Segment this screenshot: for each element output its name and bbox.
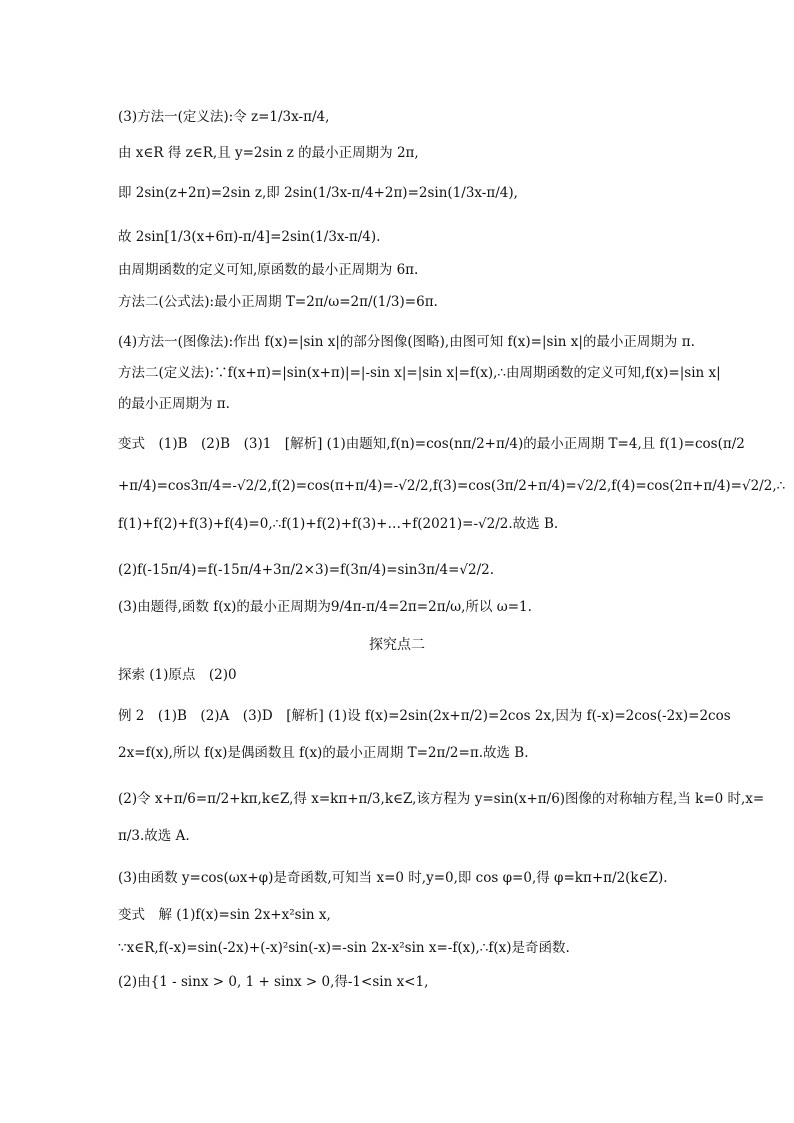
- text-line: 由周期函数的定义可知,原函数的最小正周期为 6π.: [118, 262, 419, 278]
- text-line: (2)由{1 - sinx > 0, 1 + sinx > 0,得-1<sin x<1,: [118, 974, 429, 990]
- text-line: π/3.故选 A.: [118, 828, 190, 844]
- text-line: (3)由函数 y=cos(ωx+φ)是奇函数,可知当 x=0 时,y=0,即 cos φ=0,得 φ=kπ+π/2(k∈Z).: [118, 870, 668, 886]
- text-line: 探索 (1)原点 (2)0: [118, 667, 237, 683]
- text-line: (4)方法一(图像法):作出 f(x)=|sin x|的部分图像(图略),由图可知 f(x)=|sin x|的最小正周期为 π.: [118, 334, 695, 350]
- text-line: 方法二(定义法):∵f(x+π)=|sin(x+π)|=|-sin x|=|sin x|=f(x),∴由周期函数的定义可知,f(x)=|sin x|: [118, 365, 721, 381]
- text-line: f(1)+f(2)+f(3)+f(4)=0,∴f(1)+f(2)+f(3)+…+f(2021)=-√2/2.故选 B.: [118, 516, 559, 532]
- text-line: 的最小正周期为 π.: [118, 396, 230, 412]
- text-line: (3)由题得,函数 f(x)的最小正周期为9/4π-π/4=2π=2π/ω,所以 ω=1.: [118, 599, 532, 615]
- text-line: 即 2sin(z+2π)=2sin z,即 2sin(1/3x-π/4+2π)=2sin(1/3x-π/4),: [118, 185, 518, 201]
- text-line: 故 2sin[1/3(x+6π)-π/4]=2sin(1/3x-π/4).: [118, 229, 381, 245]
- text-line: 变式 (1)B (2)B (3)1 [解析] (1)由题知,f(n)=cos(nπ/2+π/4)的最小正周期 T=4,且 f(1)=cos(π/2: [118, 436, 745, 452]
- text-line: (2)f(-15π/4)=f(-15π/4+3π/2×3)=f(3π/4)=sin3π/4=√2/2.: [118, 562, 495, 578]
- text-line: (3)方法一(定义法):令 z=1/3x-π/4,: [118, 109, 330, 125]
- text-line: ∵x∈R,f(-x)=sin(-2x)+(-x)²sin(-x)=-sin 2x-x²sin x=-f(x),∴f(x)是奇函数.: [118, 940, 570, 956]
- text-line: 例 2 (1)B (2)A (3)D [解析] (1)设 f(x)=2sin(2x+π/2)=2cos 2x,因为 f(-x)=2cos(-2x)=2cos: [118, 708, 731, 724]
- section-title: 探究点二: [369, 637, 425, 653]
- text-line: 2x=f(x),所以 f(x)是偶函数且 f(x)的最小正周期 T=2π/2=π.故选 B.: [118, 745, 529, 761]
- text-line: 变式 解 (1)f(x)=sin 2x+x²sin x,: [118, 907, 331, 923]
- text-line: +π/4)=cos3π/4=-√2/2,f(2)=cos(π+π/4)=-√2/2,f(3)=cos(3π/2+π/4)=√2/2,f(4)=cos(2π+π/4)=√2/2,∴: [118, 478, 786, 494]
- text-line: (2)令 x+π/6=π/2+kπ,k∈Z,得 x=kπ+π/3,k∈Z,该方程为 y=sin(x+π/6)图像的对称轴方程,当 k=0 时,x=: [118, 791, 765, 807]
- text-line: 由 x∈R 得 z∈R,且 y=2sin z 的最小正周期为 2π,: [118, 145, 419, 161]
- text-line: 方法二(公式法):最小正周期 T=2π/ω=2π/(1/3)=6π.: [118, 294, 438, 310]
